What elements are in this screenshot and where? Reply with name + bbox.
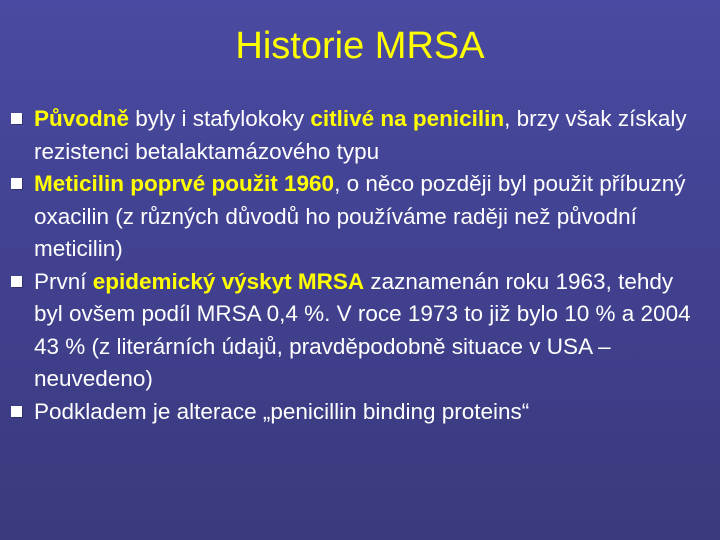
bullet-text-highlight: epidemický výskyt MRSA [92, 268, 365, 294]
square-bullet-icon [11, 178, 22, 189]
bullet-item [34, 266, 694, 396]
bullet-item [34, 103, 694, 168]
bullet-text: , o něco později byl použit příbuzný oxacilin (z různých důvodů ho používáme raději než původní meticilin) [34, 171, 686, 261]
bullet-text-highlight: citlivé na penicilin [310, 106, 505, 131]
square-bullet-icon [11, 276, 22, 287]
bullet-text: , brzy však získaly rezistenci betalaktamázového typu [34, 106, 687, 164]
bullet-item [34, 396, 694, 429]
bullet-text-highlight: Původně [34, 106, 130, 131]
bullet-item [34, 168, 694, 266]
bullet-text: byly i stafylokoky [129, 106, 311, 131]
square-bullet-icon [11, 113, 22, 124]
slide-title: Historie MRSA [235, 25, 485, 67]
bullet-text-highlight: Meticilin poprvé použit 1960 [34, 171, 335, 196]
bullet-text: zaznamenán roku 1963, tehdy byl ovšem podíl MRSA 0,4 %. V roce 1973 to již bylo 10 % a 2004 43 % (z literárních údajů, pravděpodobně situace v USA – neuvedeno) [34, 268, 691, 391]
bullet-text: Podkladem je alterace „penicillin binding proteins“ [34, 398, 530, 424]
square-bullet-icon [11, 406, 22, 417]
bullet-list [34, 103, 694, 428]
bullet-text: První [34, 268, 93, 294]
